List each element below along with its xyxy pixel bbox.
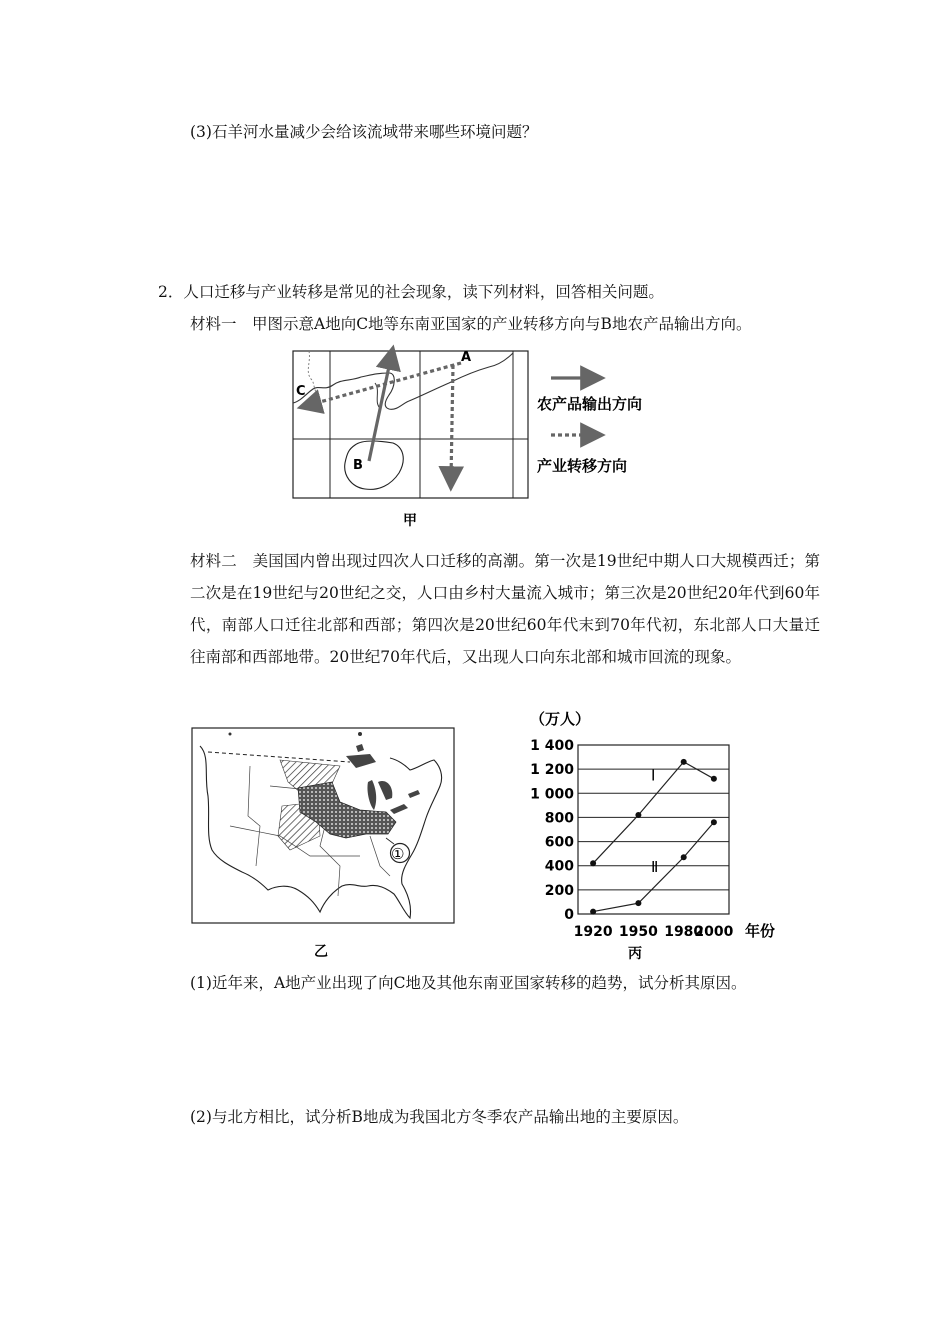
q2-material1: 材料一 甲图示意A地向C地等东南亚国家的产业转移方向与B地农产品输出方向。 <box>190 315 752 333</box>
chart-data-point <box>635 812 641 818</box>
label-a: A <box>461 350 472 365</box>
chart-bing <box>520 700 795 968</box>
chart-x-tick: 1920 <box>573 924 613 940</box>
chart-y-tick: 800 <box>544 810 574 827</box>
chart-data-point <box>590 860 596 866</box>
chart-ylabel: （万人） <box>530 710 591 728</box>
q2-sub2: (2)与北方相比，试分析B地成为我国北方冬季农产品输出地的主要原因。 <box>190 1108 689 1126</box>
chart-data-point <box>711 776 717 782</box>
map-yi <box>190 726 460 966</box>
q2-sub1: (1)近年来，A地产业出现了向C地及其他东南亚国家转移的趋势，试分析其原因。 <box>190 974 747 992</box>
chart-y-tick: 200 <box>544 882 574 899</box>
q2-material2: 材料二 美国国内曾出现过四次人口迁移的高潮。第一次是19世纪中期人口大规模西迁；第二次是在19世纪与20世纪之交，人口由乡村大量流入城市；第三次是20世纪20年代到60年代，南部人口迁往北部和西部；第四次是20世纪60年代末到70年代初，东北部人口大量迁往南部和西部地带。20世纪70年代后，又出现人口向东北部和城市回流的现象。 <box>190 552 820 666</box>
chart-data-point <box>711 819 717 825</box>
label-b: B <box>353 458 363 473</box>
chart-xlabel: 年份 <box>745 922 776 940</box>
map-jia <box>285 343 685 533</box>
chart-series-label: Ⅰ <box>651 766 656 785</box>
marker-1: ① <box>391 845 405 863</box>
chart-x-tick: 1950 <box>618 924 658 940</box>
chart-y-tick: 1 000 <box>530 786 574 803</box>
chart-data-point <box>681 854 687 860</box>
legend-solid-label: 农产品输出方向 <box>537 395 643 413</box>
chart-data-point <box>681 759 687 765</box>
label-c: C <box>296 384 306 399</box>
caption-yi: 乙 <box>314 944 328 960</box>
q2-intro: 2．人口迁移与产业转移是常见的社会现象，读下列材料，回答相关问题。 <box>158 283 664 301</box>
chart-series-label: Ⅱ <box>651 858 659 877</box>
chart-y-tick: 0 <box>564 907 574 923</box>
caption-jia: 甲 <box>403 513 417 529</box>
chart-caption: 丙 <box>628 946 642 962</box>
chart-data-point <box>635 900 641 906</box>
chart-data-point <box>590 909 596 915</box>
chart-x-tick: 1980 <box>664 924 704 940</box>
chart-x-tick: 2000 <box>694 924 734 940</box>
chart-y-tick: 1 200 <box>530 762 574 779</box>
chart-y-tick: 400 <box>544 858 574 875</box>
chart-y-tick: 600 <box>544 834 574 851</box>
q1-sub3-text: (3)石羊河水量减少会给该流域带来哪些环境问题？ <box>190 123 538 141</box>
map-jia-frame <box>293 351 528 498</box>
legend-dashed-label: 产业转移方向 <box>537 457 628 475</box>
chart-y-tick: 1 400 <box>530 738 574 754</box>
